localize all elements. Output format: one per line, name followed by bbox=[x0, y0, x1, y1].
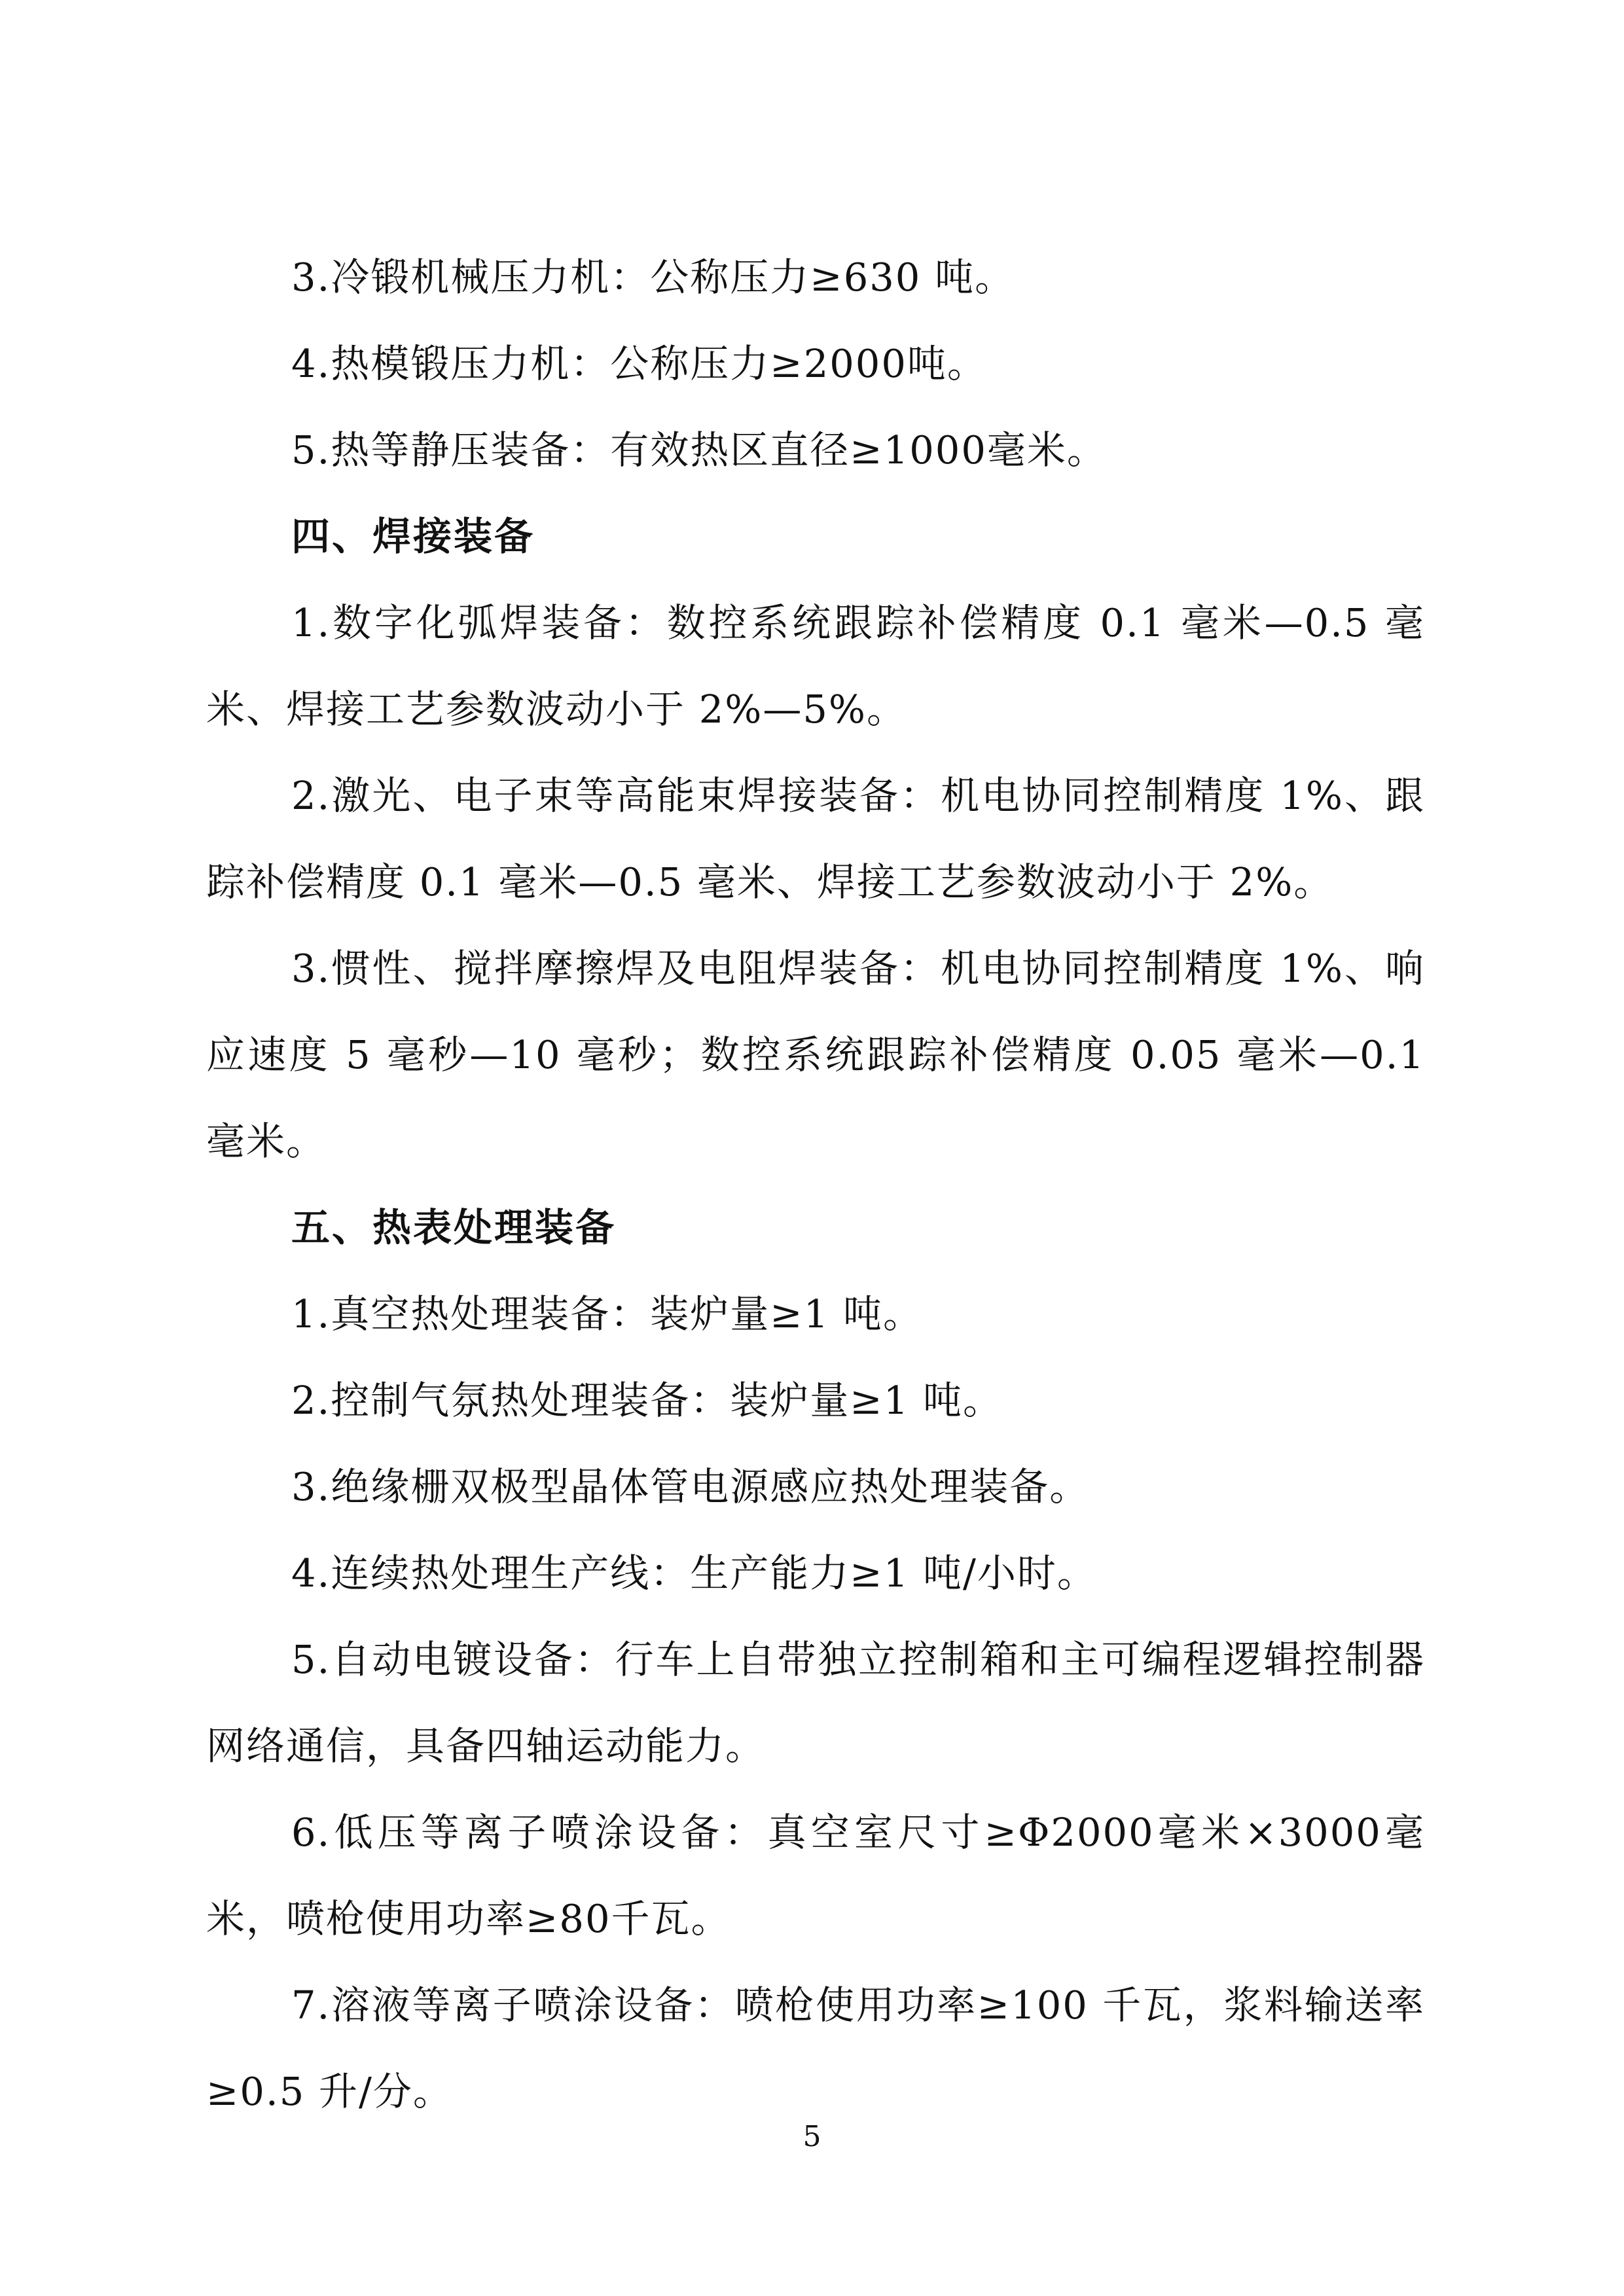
item-vacuum-heat-treatment: 1.真空热处理装备：装炉量≥1 吨。 bbox=[291, 1291, 924, 1336]
page-body bbox=[206, 234, 1425, 2135]
item-low-pressure-plasma-spraying: 6.低压等离子喷涂设备：真空室尺寸≥Φ2000毫米×3000毫米，喷枪使用功率≥80千瓦。 bbox=[206, 1810, 1425, 1941]
item-hot-isostatic-press: 5.热等静压装备：有效热区直径≥1000毫米。 bbox=[291, 427, 1107, 473]
item-controlled-atmosphere-heat-treatment: 2.控制气氛热处理装备：装炉量≥1 吨。 bbox=[291, 1378, 1003, 1423]
item-friction-resistance-welding: 3.惯性、搅拌摩擦焊及电阻焊装备：机电协同控制精度 1%、响应速度 5 毫秒—10 毫秒；数控系统跟踪补偿精度 0.05 毫米—0.1 毫米。 bbox=[206, 946, 1425, 1164]
item-hot-die-forging-press: 4.热模锻压力机：公称压力≥2000吨。 bbox=[291, 341, 987, 386]
item-automatic-electroplating: 5.自动电镀设备：行车上自带独立控制箱和主可编程逻辑控制器网络通信，具备四轴运动能力。 bbox=[206, 1637, 1425, 1768]
page-number: 5 bbox=[803, 2120, 821, 2153]
item-solution-plasma-spraying: 7.溶液等离子喷涂设备：喷枪使用功率≥100 千瓦，浆料输送率≥0.5 升/分。 bbox=[206, 1982, 1425, 2114]
item-igbt-induction-heat-treatment: 3.绝缘栅双极型晶体管电源感应热处理装备。 bbox=[291, 1464, 1090, 1509]
section-heading-welding: 四、焊接装备 bbox=[291, 514, 535, 559]
item-continuous-heat-treatment-line: 4.连续热处理生产线：生产能力≥1 吨/小时。 bbox=[291, 1551, 1097, 1596]
section-heading-heat-surface-treatment: 五、热表处理装备 bbox=[291, 1205, 617, 1250]
item-cold-forging-press: 3.冷锻机械压力机：公称压力≥630 吨。 bbox=[291, 255, 1015, 300]
item-digital-arc-welding: 1.数字化弧焊装备：数控系统跟踪补偿精度 0.1 毫米—0.5 毫米、焊接工艺参数波动小于 2%—5%。 bbox=[206, 600, 1425, 732]
item-high-energy-beam-welding: 2.激光、电子束等高能束焊接装备：机电协同控制精度 1%、跟踪补偿精度 0.1 毫米—0.5 毫米、焊接工艺参数波动小于 2%。 bbox=[206, 773, 1425, 905]
